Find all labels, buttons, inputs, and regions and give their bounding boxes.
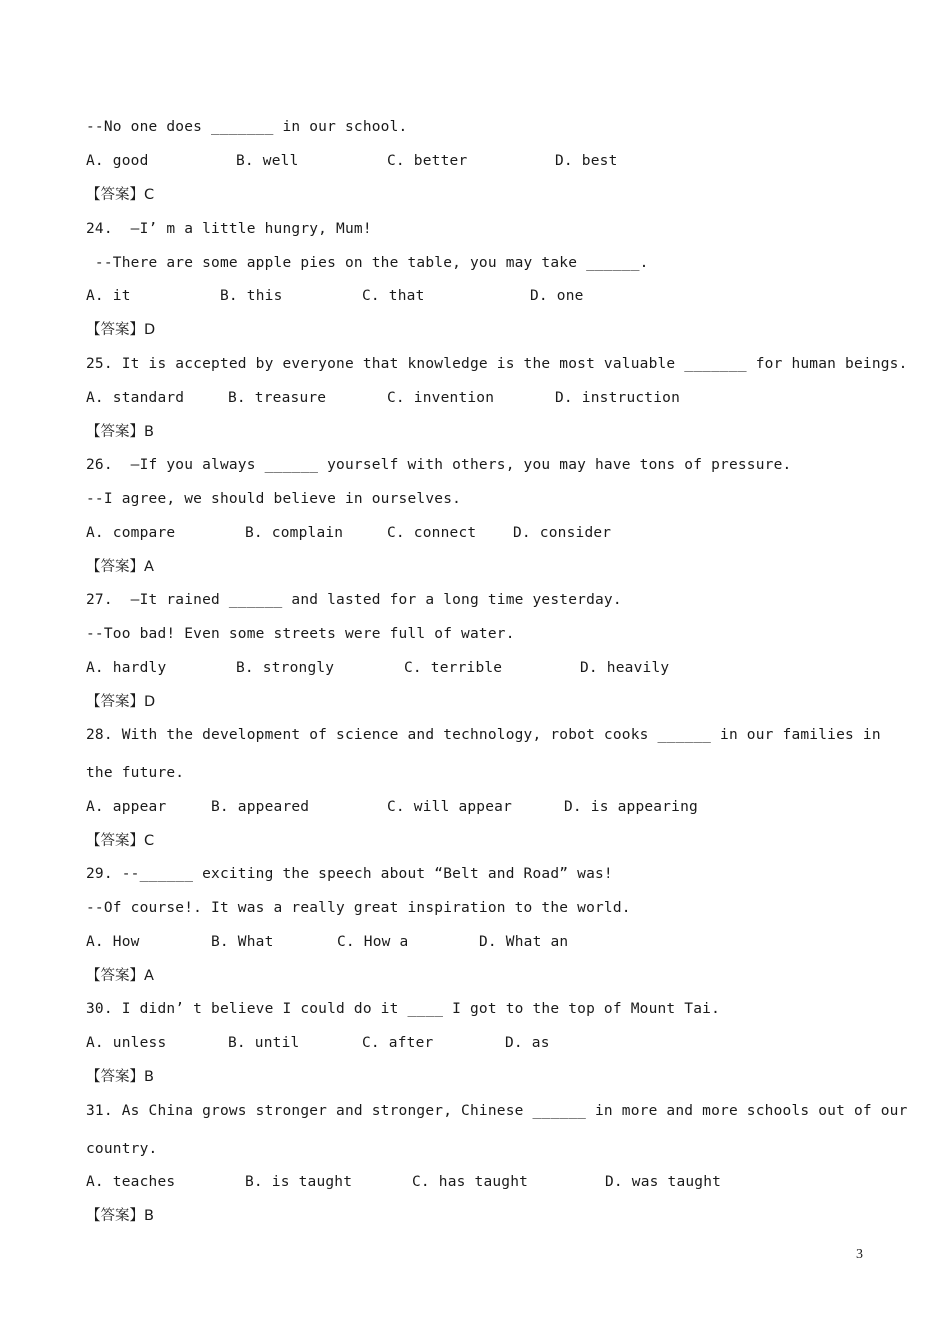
q26-options [86,523,886,543]
q30-option-b: B. until [228,1035,300,1051]
q30-stem: 30. I didn’ t believe I could do it ____ I got to the top of Mount Tai. [86,1001,721,1017]
q27-option-c: C. terrible [404,660,503,676]
q26-option-a: A. compare [86,525,176,541]
q28-stem-line2: the future. [86,765,185,781]
q31-options [86,1172,886,1192]
q29-stem-line1: 29. --______ exciting the speech about “Belt and Road” was! [86,866,613,882]
page-number: 3 [856,1247,863,1262]
q31-stem-line1: 31. As China grows stronger and stronger, Chinese ______ in more and more schools out of our [86,1103,908,1119]
q30-options [86,1033,886,1053]
q23-option-a: A. good [86,153,149,169]
q27-options [86,658,886,678]
q24-stem-line2: --There are some apple pies on the table, you may take ______. [86,255,649,271]
q27-stem-line2: --Too bad! Even some streets were full of water. [86,626,515,642]
q24-options [86,286,886,306]
q24-option-d: D. one [530,288,584,304]
q24-option-a: A. it [86,288,131,304]
q27-option-b: B. strongly [236,660,335,676]
q23-options [86,151,886,171]
q28-answer: 【答案】C [86,833,155,849]
q31-option-c: C. has taught [412,1174,529,1190]
q24-option-b: B. this [220,288,283,304]
q26-answer: 【答案】A [86,559,154,575]
q30-option-d: D. as [505,1035,550,1051]
q25-options [86,388,886,408]
q23-option-c: C. better [387,153,468,169]
q30-answer: 【答案】B [86,1069,154,1085]
q30-option-c: C. after [362,1035,434,1051]
q28-stem-line1: 28. With the development of science and technology, robot cooks ______ in our families in [86,727,881,743]
q27-option-a: A. hardly [86,660,167,676]
q25-option-d: D. instruction [555,390,681,406]
q30-option-a: A. unless [86,1035,167,1051]
q23-stem: --No one does _______ in our school. [86,119,408,135]
q29-option-c: C. How a [337,934,409,950]
q23-answer: 【答案】C [86,187,155,203]
q23-option-b: B. well [236,153,299,169]
q23-option-d: D. best [555,153,618,169]
q29-option-a: A. How [86,934,140,950]
q25-option-b: B. treasure [228,390,327,406]
q29-stem-line2: --Of course!. It was a really great inspiration to the world. [86,900,631,916]
q31-stem-line2: country. [86,1141,158,1157]
q31-option-b: B. is taught [245,1174,353,1190]
q27-option-d: D. heavily [580,660,670,676]
q26-stem-line2: --I agree, we should believe in ourselves. [86,491,462,507]
q25-option-c: C. invention [387,390,495,406]
q24-option-c: C. that [362,288,425,304]
q29-options [86,932,886,952]
q31-option-a: A. teaches [86,1174,176,1190]
q26-option-c: C. connect [387,525,477,541]
q26-option-d: D. consider [513,525,612,541]
q27-answer: 【答案】D [86,694,156,710]
q29-option-b: B. What [211,934,274,950]
q31-answer: 【答案】B [86,1208,154,1224]
q28-options [86,797,886,817]
q25-option-a: A. standard [86,390,185,406]
q24-stem-line1: 24. –I’ m a little hungry, Mum! [86,221,372,237]
q26-stem-line1: 26. –If you always ______ yourself with others, you may have tons of pressure. [86,457,792,473]
q28-option-a: A. appear [86,799,167,815]
q28-option-d: D. is appearing [564,799,698,815]
q26-option-b: B. complain [245,525,344,541]
q27-stem-line1: 27. –It rained ______ and lasted for a long time yesterday. [86,592,622,608]
q28-option-b: B. appeared [211,799,310,815]
q28-option-c: C. will appear [387,799,513,815]
q29-option-d: D. What an [479,934,569,950]
q29-answer: 【答案】A [86,968,154,984]
q24-answer: 【答案】D [86,322,156,338]
q25-stem: 25. It is accepted by everyone that knowledge is the most valuable _______ for human beings. [86,356,908,372]
q31-option-d: D. was taught [605,1174,722,1190]
q25-answer: 【答案】B [86,424,154,440]
